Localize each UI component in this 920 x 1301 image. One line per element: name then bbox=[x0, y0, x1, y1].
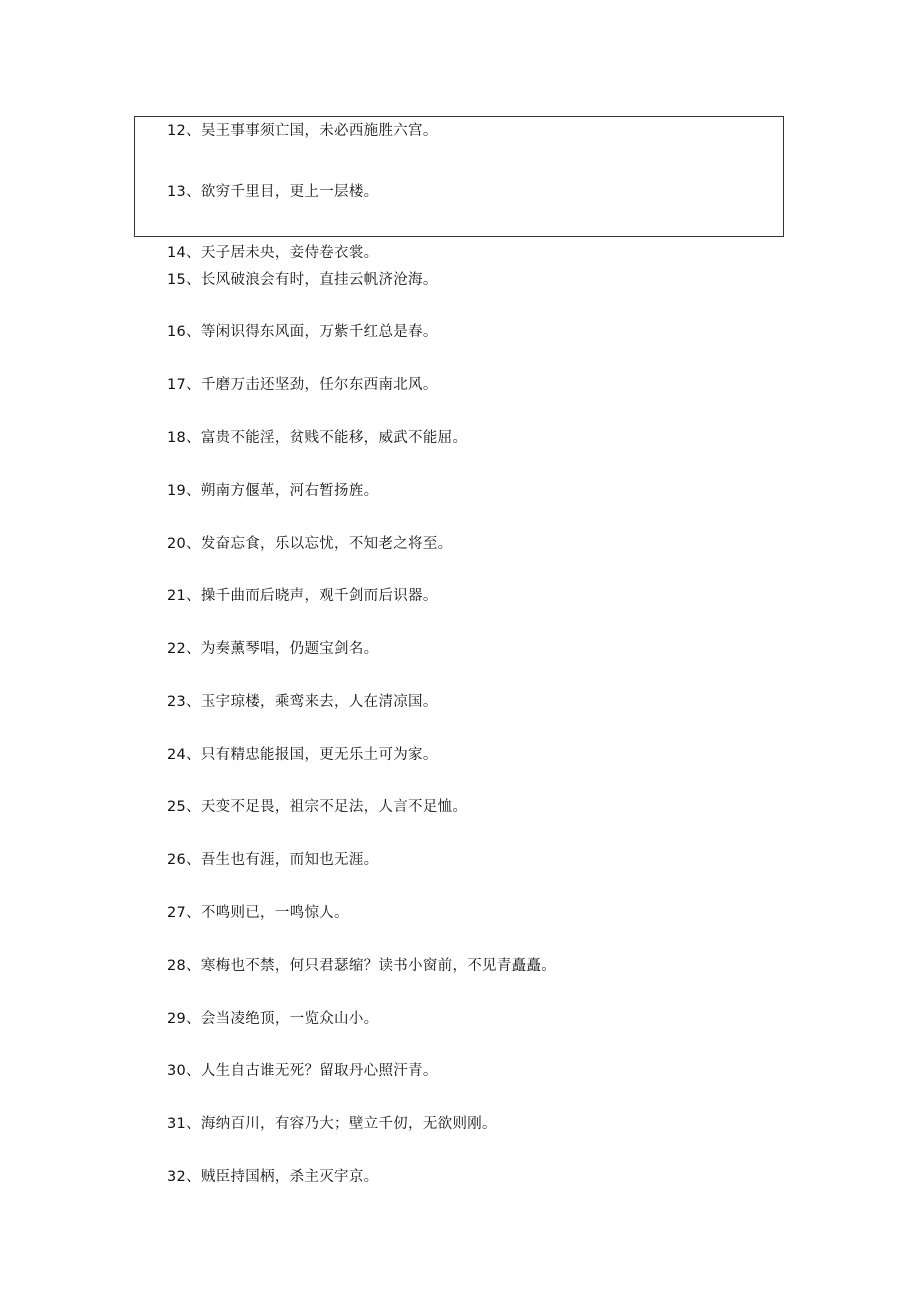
list-item: 19、朔南方偃革，河右暂扬旌。 bbox=[167, 483, 379, 499]
list-item: 28、寒梅也不禁，何只君瑟缩？读书小窗前，不见青矗矗。 bbox=[167, 958, 557, 974]
list-item: 31、海纳百川，有容乃大；壁立千仞，无欲则刚。 bbox=[167, 1116, 497, 1132]
list-item: 20、发奋忘食，乐以忘忧，不知老之将至。 bbox=[167, 536, 453, 552]
list-item: 13、欲穷千里目，更上一层楼。 bbox=[167, 184, 379, 200]
list-item: 15、长风破浪会有时，直挂云帆济沧海。 bbox=[167, 272, 438, 288]
list-item: 23、玉宇琼楼，乘鸾来去，人在清凉国。 bbox=[167, 694, 438, 710]
list-item: 21、操千曲而后晓声，观千剑而后识器。 bbox=[167, 588, 438, 604]
list-item: 18、富贵不能淫，贫贱不能移，威武不能屈。 bbox=[167, 430, 468, 446]
list-item: 26、吾生也有涯，而知也无涯。 bbox=[167, 852, 379, 868]
list-item: 14、天子居未央，妾侍卷衣裳。 bbox=[167, 245, 379, 261]
list-item: 32、贼臣持国柄，杀主灭宇京。 bbox=[167, 1169, 379, 1185]
list-item: 17、千磨万击还坚劲，任尔东西南北风。 bbox=[167, 377, 438, 393]
list-item: 27、不鸣则已，一鸣惊人。 bbox=[167, 905, 349, 921]
list-item: 22、为奏薰琴唱，仍题宝剑名。 bbox=[167, 641, 379, 657]
list-item: 29、会当凌绝顶，一览众山小。 bbox=[167, 1011, 379, 1027]
list-item: 16、等闲识得东风面，万紫千红总是春。 bbox=[167, 324, 438, 340]
list-item: 25、天变不足畏，祖宗不足法，人言不足恤。 bbox=[167, 799, 468, 815]
list-item: 12、吴王事事须亡国，未必西施胜六宫。 bbox=[167, 123, 438, 139]
list-item: 24、只有精忠能报国，更无乐土可为家。 bbox=[167, 747, 438, 763]
list-item: 30、人生自古谁无死？留取丹心照汗青。 bbox=[167, 1063, 438, 1079]
